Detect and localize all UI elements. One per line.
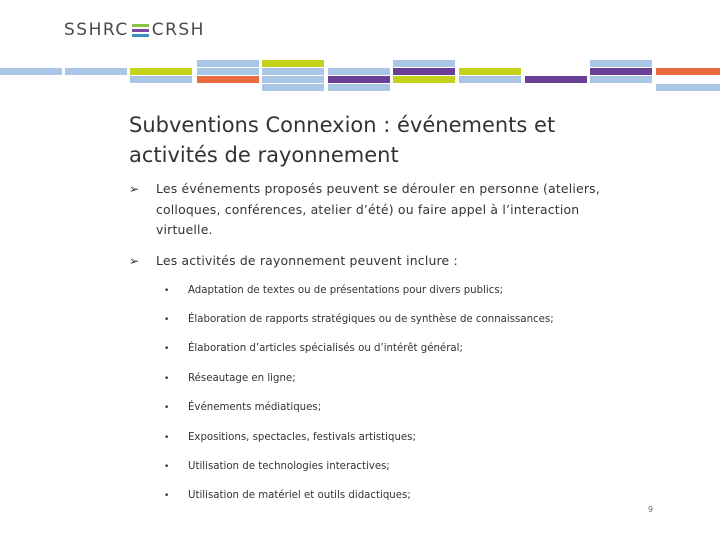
sub-list-item <box>164 341 634 357</box>
sub-list-item <box>164 400 634 416</box>
band <box>459 68 521 75</box>
bullet-icon: • <box>164 491 170 501</box>
sub-list-item-text: Élaboration de rapports stratégiques ou de synthèse de connaissances; <box>188 314 554 325</box>
slide-title-line: Subventions Connexion : événements et <box>129 113 556 137</box>
sub-list-item <box>164 430 634 446</box>
bullet-icon: • <box>164 462 170 472</box>
logo-text-crsh: CRSH <box>151 20 205 40</box>
band <box>197 76 259 83</box>
band <box>590 60 652 67</box>
arrow-point-line: Les activités de rayonnement peuvent inclure : <box>156 253 458 268</box>
band <box>328 68 390 75</box>
sub-list-item-text: Utilisation de matériel et outils didactiques; <box>188 490 411 501</box>
band <box>459 76 521 83</box>
arrow-point <box>129 251 599 272</box>
band <box>0 68 62 75</box>
arrow-bullet-icon: ➢ <box>129 182 140 196</box>
bullet-icon: • <box>164 374 170 384</box>
arrow-point-line: virtuelle. <box>156 222 213 237</box>
bullet-icon: • <box>164 403 170 413</box>
bullet-icon: • <box>164 315 170 325</box>
band <box>393 76 455 83</box>
bullet-icon: • <box>164 344 170 354</box>
logo-text-sshrc: SSHRC <box>64 20 129 40</box>
sub-list-item-text: Élaboration d’articles spécialisés ou d’intérêt général; <box>188 343 463 354</box>
sub-list-item <box>164 459 634 475</box>
band <box>197 60 259 67</box>
band <box>525 76 587 83</box>
band <box>130 68 192 75</box>
logo-mark-stripe-green <box>132 24 149 27</box>
sub-list-item <box>164 312 634 328</box>
arrow-point-text <box>156 179 601 241</box>
logo-mark-icon <box>132 24 149 37</box>
bullet-icon: • <box>164 286 170 296</box>
sub-list-item <box>164 488 634 504</box>
arrow-point-line: colloques, conférences, atelier d’été) ou faire appel à l’interaction <box>156 201 580 217</box>
band <box>328 76 390 83</box>
band <box>65 68 127 75</box>
band <box>262 84 324 91</box>
page-number: 9 <box>648 505 654 514</box>
band <box>656 84 720 91</box>
sub-list-item-text: Adaptation de textes ou de présentations pour divers publics; <box>188 285 504 296</box>
slide-title-line: activités de rayonnement <box>129 143 399 167</box>
band <box>393 68 455 75</box>
arrow-point-text <box>156 251 601 272</box>
sub-list-item-text: Réseautage en ligne; <box>188 373 296 384</box>
band <box>262 60 324 67</box>
sub-list-item <box>164 371 634 387</box>
slide-title <box>129 110 609 170</box>
arrow-point <box>129 179 599 241</box>
sub-list-item-text: Expositions, spectacles, festivals artistiques; <box>188 432 416 443</box>
band <box>590 68 652 75</box>
band <box>393 60 455 67</box>
sub-list-item <box>164 283 634 299</box>
band <box>197 68 259 75</box>
band <box>130 76 192 83</box>
arrow-point-line: Les événements proposés peuvent se dérouler en personne (ateliers, <box>156 181 600 196</box>
sub-list-item-text: Utilisation de technologies interactives; <box>188 461 390 472</box>
sshrc-crsh-logo <box>64 19 205 41</box>
bullet-icon: • <box>164 433 170 443</box>
sub-list-item-text: Événements médiatiques; <box>188 402 322 413</box>
band <box>262 76 324 83</box>
logo-mark-stripe-blue <box>132 34 149 37</box>
decorative-color-bands <box>0 60 720 92</box>
arrow-bullet-icon: ➢ <box>129 254 140 268</box>
band <box>262 68 324 75</box>
logo-mark-stripe-purple <box>132 29 149 32</box>
band <box>328 84 390 91</box>
band <box>590 76 652 83</box>
band <box>656 68 720 75</box>
